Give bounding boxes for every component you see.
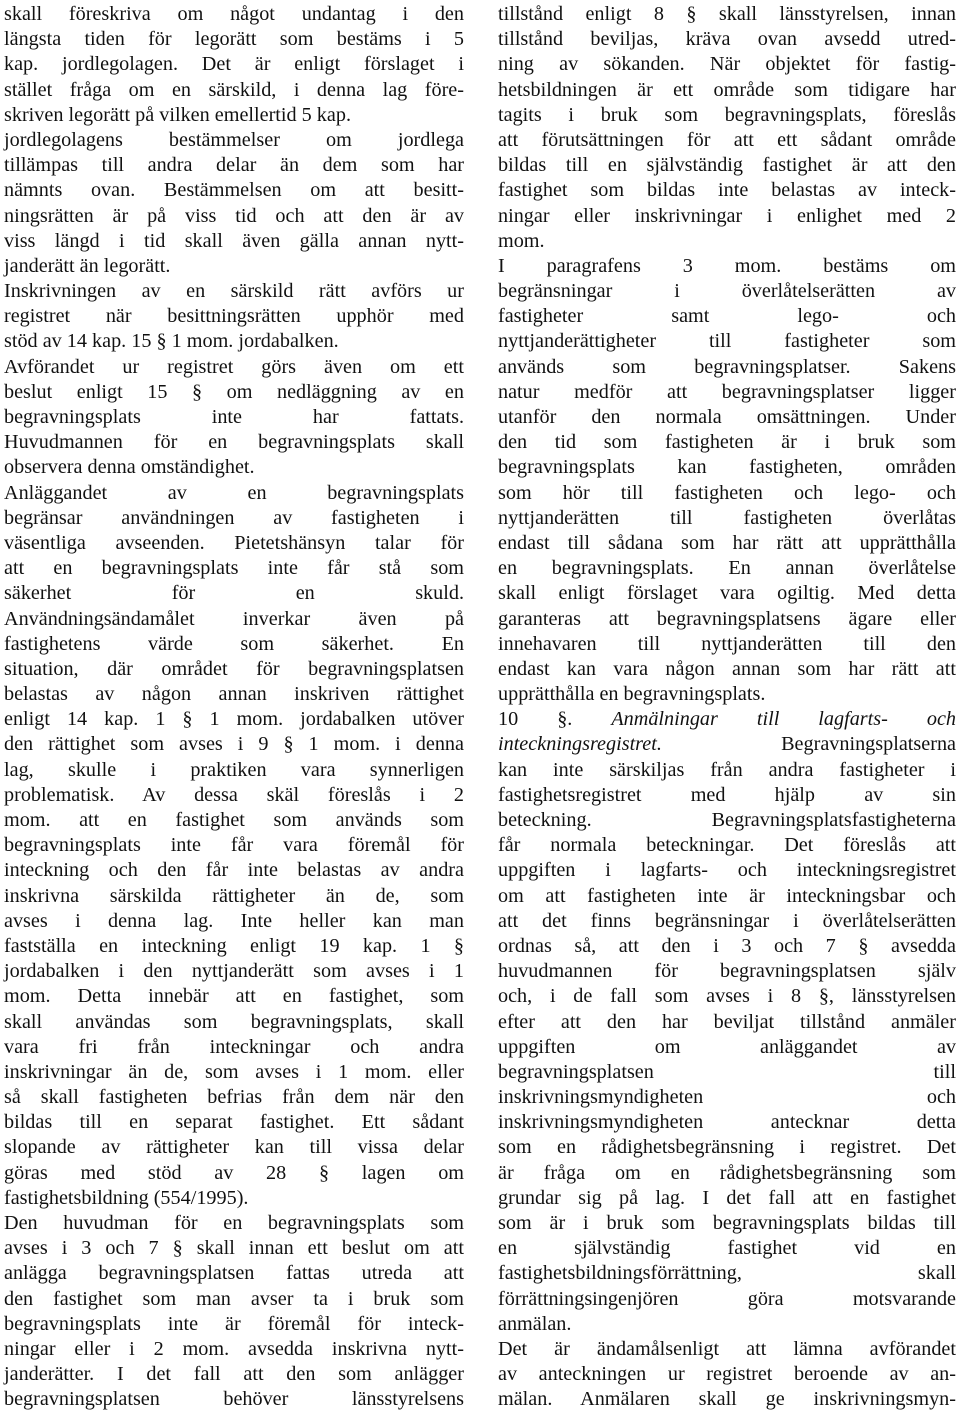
text-line: Det är ändamålsenligt att lämna avförandet: [498, 1337, 956, 1360]
right-column: [498, 2, 956, 1413]
text-line: avses i denna lag. Inte heller kan man: [4, 909, 464, 932]
text-line: fastighetens värde som säkerhet. En: [4, 632, 464, 655]
text-line: situation, där området för begravningsplatsen: [4, 657, 464, 680]
text-line: mom. Detta innebär att en fastighet, som: [4, 985, 464, 1008]
text-line: fastställa en inteckning enligt 19 kap. 1 §: [4, 934, 464, 957]
text-line: uppgiften i lagfarts- och inteckningsregistret: [498, 859, 956, 882]
text-line: jordlegolagens bestämmelser om jordlega: [4, 128, 464, 151]
text-line: som är i bruk som begravningsplats bildas till: [498, 1212, 956, 1234]
text-line: fastighetsbildningsförrättning, skall: [498, 1262, 956, 1285]
text-line: kan inte särskiljas från andra fastigheter i: [498, 758, 956, 781]
text-line: begravningsplatsen behöver länsstyrelsens: [4, 1388, 464, 1411]
text-line: registret när besittningsrätten upphör med: [4, 305, 464, 328]
text-line: nämnts ovan. Bestämmelsen om att besitt-: [4, 179, 464, 202]
text-line: stället fråga om en särskild, i denna lag före-: [4, 78, 464, 101]
text-line: Användningsändamålet inverkar även på: [4, 607, 464, 630]
text-line: tillstånd enligt 8 § skall länsstyrelsen, innan: [498, 3, 956, 25]
text-line: och, i de fall som avses i 8 §, länsstyrelsen: [498, 985, 956, 1008]
text-line: om att fastigheten inte är inteckningsbar och: [498, 884, 956, 907]
text-line: begravningsplats kan fastigheten, områden: [498, 456, 956, 479]
text-line: ningar eller i 2 mom. avsedda inskrivna nytt-: [4, 1337, 464, 1360]
text-line: ningsrätten är på viss tid och att den är av: [4, 204, 464, 227]
text-line: begravningsplatsen till: [498, 1060, 956, 1083]
text-line: janderätt än legorätt.: [4, 254, 171, 277]
text-line: Den huvudman för en begravningsplats som: [4, 1212, 464, 1234]
text-line: endast kan vara någon annan som har rätt att: [498, 657, 956, 680]
text-line: så skall fastigheten befrias från dem när den: [4, 1086, 464, 1109]
text-line: beslut enligt 15 § om nedläggning av en: [4, 380, 464, 403]
text-line: som en rådighetsbegränsning i registret. Det: [498, 1136, 956, 1159]
text-line: en självständig fastighet vid en: [498, 1237, 956, 1260]
text-line: avses i 3 och 7 § skall innan ett beslut om att: [4, 1237, 464, 1260]
text-line: göras med stöd av 28 § lagen om: [4, 1161, 464, 1184]
text-line: mälan. Anmälaren skall ge inskrivningsmyn-: [498, 1388, 956, 1411]
text-line: inteckning och den får inte belastas av andra: [4, 859, 464, 882]
text-line: uppgiften om anläggandet av: [498, 1035, 956, 1058]
text-line: längsta tiden för legorätt som bestäms i 5: [4, 28, 464, 51]
text-line: begränsningar i överlåtelserätten av: [498, 280, 956, 303]
text-line: observera denna omständighet.: [4, 456, 255, 479]
text-line: fastighet som bildas inte belastas av inteck-: [498, 179, 956, 202]
text-line: fastighetsregistret med hjälp av sin: [498, 783, 956, 806]
text-line: väsentliga avseenden. Pietetshänsyn talar för: [4, 531, 464, 554]
text-line: fastigheter samt lego- och: [498, 305, 956, 328]
text-line: vara fri från inteckningar och andra: [4, 1035, 464, 1058]
text-line: skriven legorätt på vilken emellertid 5 kap.: [4, 103, 352, 126]
text-line: tillstånd beviljas, kräva ovan avsedd utred-: [498, 28, 956, 51]
text-line: fastighetsbildning (554/1995).: [4, 1186, 249, 1209]
text-line: beteckning. Begravningsplatsfastigheterna: [498, 809, 956, 831]
text-line: Avförandet ur registret görs även om ett: [4, 355, 464, 378]
text-line: Huvudmannen för en begravningsplats skall: [4, 431, 464, 454]
text-line: viss längd i tid skall även gälla annan nytt-: [4, 229, 464, 252]
text-line: jordabalken i den nyttjanderätt som avses i 1: [4, 960, 464, 983]
text-line: 10 §. Anmälningar till lagfarts- och: [498, 708, 956, 731]
text-line: inskrivningar än de, som avses i 1 mom. eller: [4, 1060, 464, 1083]
text-line: begravningsplats inte får vara föremål för: [4, 834, 464, 857]
text-line: att en begravningsplats inte får stå som: [4, 557, 464, 580]
text-line: innehavaren till nyttjanderätten till den: [498, 632, 956, 655]
text-line: janderätter. I det fall att den som anlägger: [4, 1363, 464, 1386]
text-line: anlägga begravningsplatsen fattas utreda att: [4, 1262, 464, 1285]
text-line: lag, skulle i praktiken vara synnerligen: [4, 758, 464, 781]
text-line: ning av sökanden. När objektet för fastig-: [498, 53, 956, 76]
text-line: får normala beteckningar. Det föreslås att: [498, 834, 956, 857]
text-line: Inskrivningen av en särskild rätt avförs ur: [4, 280, 464, 303]
text-line: ningar eller inskrivningar i enlighet med 2: [498, 204, 956, 227]
text-line: nyttjanderättigheter till fastigheter som: [498, 330, 956, 353]
text-line: ordnas så, att den i 3 och 7 § avsedda: [498, 934, 956, 957]
text-line: natur medför att begravningsplatser ligger: [498, 380, 956, 403]
text-line: hetsbildningen är ett område som tidigare har: [498, 78, 956, 101]
text-line: att det finns begränsningar i överlåtelserätten: [498, 909, 956, 932]
text-line: som hör till fastigheten och lego- och: [498, 481, 956, 504]
text-line: en begravningsplats. En annan överlåtelse: [498, 557, 956, 580]
text-line: den rättighet som avses i 9 § 1 mom. i denna: [4, 733, 464, 756]
text-line: tillämpas till andra delar än dem som har: [4, 154, 464, 177]
text-line: är fråga om en rådighetsbegränsning som: [498, 1161, 956, 1184]
italic-heading-text: inteckningsregistret.: [498, 733, 662, 756]
text-line: huvudmannen för begravningsplatsen själv: [498, 960, 956, 983]
text-line: upprätthålla en begravningsplats.: [498, 683, 766, 706]
text-line: efter att den har beviljat tillstånd anmäler: [498, 1010, 956, 1033]
text-line: I paragrafens 3 mom. bestäms om: [498, 254, 956, 277]
text-line: nyttjanderätten till fastigheten överlåtas: [498, 506, 956, 529]
text-line: begravningsplats inte är föremål för inteck-: [4, 1312, 464, 1335]
text-line: kap. jordlegolagen. Det är enligt förslaget i: [4, 53, 464, 76]
text-line: stöd av 14 kap. 15 § 1 mom. jordabalken.: [4, 330, 339, 353]
text-line: Anläggandet av en begravningsplats: [4, 481, 464, 504]
text-line: säkerhet för en skuld.: [4, 582, 464, 605]
text-line: att förutsättningen för att ett sådant område: [498, 128, 956, 151]
text-line: inskrivningsmyndigheten och: [498, 1086, 956, 1109]
text-line: den tid som fastigheten är i bruk som: [498, 431, 956, 454]
left-column: [4, 2, 464, 1413]
text-line: grundar sig på lag. I det fall att en fastighet: [498, 1186, 956, 1209]
text-line: mom.: [498, 229, 545, 252]
text-line: skall föreskriva om något undantag i den: [4, 3, 464, 25]
text-line: belastas av någon annan inskriven rättighet: [4, 683, 464, 706]
text-line: begränsar användningen av fastigheten i: [4, 506, 464, 529]
text-line: enligt 14 kap. 1 § 1 mom. jordabalken utöver: [4, 708, 464, 731]
text-line: begravningsplats inte har fattats.: [4, 406, 464, 428]
text-line: tagits i bruk som begravningsplats, föreslås: [498, 103, 956, 126]
text-line: anmälan.: [498, 1312, 572, 1335]
text-line: förrättningsingenjören göra motsvarande: [498, 1287, 956, 1310]
text-line: bildas till en separat fastighet. Ett sådant: [4, 1111, 464, 1134]
italic-heading-text: Anmälningar till lagfarts- och: [611, 708, 956, 731]
text-line: problematisk. Av dessa skäl föreslås i 2: [4, 783, 464, 806]
text-line: bildas till en självständig fastighet är att den: [498, 154, 956, 177]
text-line: skall användas som begravningsplats, skall: [4, 1010, 464, 1033]
text-line: skall enligt förslaget vara ogiltig. Med detta: [498, 582, 956, 605]
text-line: mom. att en fastighet som används som: [4, 809, 464, 831]
text-line: inteckningsregistret. Begravningsplatserna: [498, 733, 956, 756]
text-line: utanför den normala omsättningen. Under: [498, 406, 956, 428]
text-line: används som begravningsplatser. Sakens: [498, 355, 956, 378]
text-line: garanteras att begravningsplatsens ägare eller: [498, 607, 956, 630]
text-line: den fastighet som man avser ta i bruk som: [4, 1287, 464, 1310]
text-line: inskrivna särskilda rättigheter än de, som: [4, 884, 464, 907]
text-line: endast till sådana som har rätt att upprätthålla: [498, 531, 956, 554]
text-line: inskrivningsmyndigheten antecknar detta: [498, 1111, 956, 1134]
text-line: av anteckningen ur registret beroende av an-: [498, 1363, 956, 1386]
text-line: slopande av rättigheter kan till vissa delar: [4, 1136, 464, 1159]
